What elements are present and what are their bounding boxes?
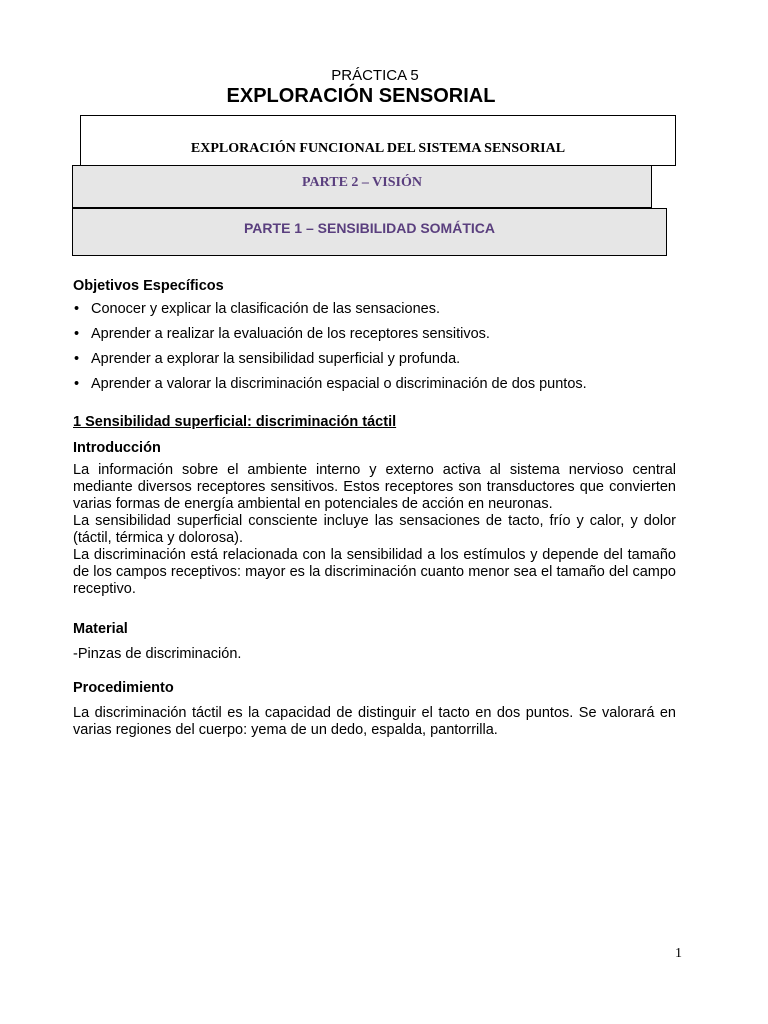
bullet-icon: • [74,376,80,392]
page-number: 1 [675,946,682,961]
subtitle-box-parte-2 [72,165,652,208]
procedimiento-heading: Procedimiento [73,680,174,696]
introduccion-heading: Introducción [73,440,161,456]
list-item [73,301,676,318]
list-item-text: Aprender a explorar la sensibilidad superficial y profunda. [91,351,461,367]
intro-paragraph-1: La información sobre el ambiente interno y externo activa al sistema nervioso central mediante diversos receptores sensitivos. Estos receptores son transductores que convierten varias formas de energía ambiental en potenciales de acción en neuronas. [73,462,676,512]
subtitle-box-exploracion-funcional-text: EXPLORACIÓN FUNCIONAL DEL SISTEMA SENSORIAL [190,140,566,156]
objetivos-heading: Objetivos Específicos [73,278,224,294]
list-item-text: Aprender a realizar la evaluación de los receptores sensitivos. [91,326,490,342]
subtitle-box-parte-1 [72,208,667,256]
page-title: EXPLORACIÓN SENSORIAL [226,85,496,107]
objetivos-list [73,301,676,393]
intro-paragraph-2: La sensibilidad superficial consciente incluye las sensaciones de tacto, frío y calor, y dolor (táctil, térmica y dolorosa). [73,513,676,546]
subtitle-box-parte-1-text: PARTE 1 – SENSIBILIDAD SOMÁTICA [244,220,495,236]
bullet-icon: • [74,301,80,317]
procedimiento-text: La discriminación táctil es la capacidad de distinguir el tacto en dos puntos. Se valorará en varias regiones del cuerpo: yema de un dedo, espalda, pantorrilla. [73,705,676,738]
material-text: -Pinzas de discriminación. [73,646,242,662]
subtitle-box-exploracion-funcional [80,115,676,166]
material-heading: Material [73,621,128,637]
intro-paragraph-3: La discriminación está relacionada con la sensibilidad a los estímulos y depende del tamaño de los campos receptivos: mayor es la discriminación cuanto menor sea el tamaño del campo receptivo. [73,547,676,597]
list-item-text: Aprender a valorar la discriminación espacial o discriminación de dos puntos. [91,376,587,392]
list-item [73,326,676,343]
bullet-icon: • [74,351,80,367]
section-1-title: 1 Sensibilidad superficial: discriminación táctil [73,414,397,430]
document-body [73,278,676,739]
subtitle-box-parte-2-text: PARTE 2 – VISIÓN [302,175,422,190]
practica-label: PRÁCTICA 5 [331,67,419,84]
list-item [73,351,676,368]
list-item-text: Conocer y explicar la clasificación de las sensaciones. [91,301,440,317]
bullet-icon: • [74,326,80,342]
list-item [73,376,676,393]
